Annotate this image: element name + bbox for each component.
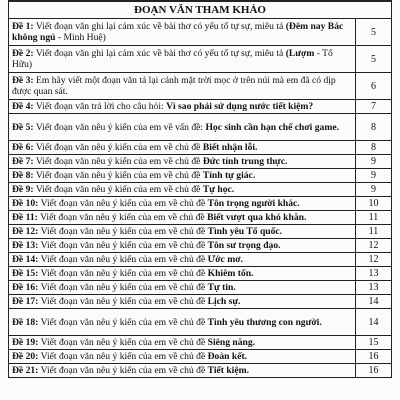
table-row — [9, 225, 392, 239]
entry-title — [9, 19, 356, 46]
entry-emphasis: Đoàn kết. — [207, 351, 248, 362]
entry-label: Đề 2: — [12, 48, 34, 59]
entry-text: Viết đoạn văn nêu ý kiến của em về chủ đề — [40, 240, 208, 251]
entry-text: Viết đoạn văn nêu ý kiến của em về chủ đề — [35, 184, 203, 195]
entry-title — [9, 141, 356, 155]
entry-text: Viết đoạn văn nêu ý kiến của em về chủ đề — [35, 156, 203, 167]
entry-text: Viết đoạn văn nêu ý kiến của em về chủ đề — [35, 142, 203, 153]
entry-label: Đề 16: — [12, 282, 39, 293]
table-row — [9, 19, 392, 46]
entry-text: Viết đoạn văn nêu ý kiến của em về chủ đề — [40, 365, 208, 376]
table-row — [9, 141, 392, 155]
page-number: 8 — [356, 141, 392, 155]
page-number: 14 — [356, 295, 392, 309]
page-number: 13 — [356, 267, 392, 281]
table-row — [9, 350, 392, 364]
entry-label: Đề 11: — [12, 212, 38, 223]
entry-text: Viết đoạn văn nêu ý kiến của em về chủ đề — [40, 198, 208, 209]
entry-emphasis: Lịch sự. — [207, 296, 241, 307]
entry-emphasis: (Lượm — [285, 48, 315, 59]
entry-emphasis: Tự tin. — [207, 282, 236, 293]
entry-emphasis: Tình yêu Tổ quốc. — [207, 226, 283, 237]
entry-emphasis: Ước mơ. — [207, 254, 243, 265]
table-row — [9, 183, 392, 197]
entry-text: Viết đoạn văn ghi lại cảm xúc về bài thơ có yếu tố tự sự, miêu tả — [35, 48, 286, 59]
entry-label: Đề 19: — [12, 337, 39, 348]
entry-label: Đề 4: — [12, 101, 34, 112]
page-number: 16 — [356, 364, 392, 378]
entry-title — [9, 100, 356, 114]
entry-text: Viết đoạn văn nêu ý kiến của em về vấn đề: — [35, 121, 206, 133]
entry-text: Em hãy viết một đoạn văn tả lại cảnh mặt trời mọc ở trên núi mà em đã có dịp được quan sát. — [12, 75, 336, 97]
entry-title — [9, 169, 356, 183]
entry-emphasis: Đức tính trung thực. — [202, 156, 288, 167]
entry-title — [9, 155, 356, 169]
entry-label: Đề 17: — [12, 296, 39, 307]
entry-label: Đề 1: — [12, 21, 34, 32]
entry-text: Viết đoạn văn nêu ý kiến của em về chủ đề — [40, 351, 208, 362]
table-row — [9, 197, 392, 211]
table-row — [9, 100, 392, 114]
entry-title — [9, 114, 356, 141]
entry-text: Viết đoạn văn nêu ý kiến của em về chủ đề — [40, 282, 208, 293]
page-number: 9 — [356, 183, 392, 197]
page-number: 10 — [356, 197, 392, 211]
entry-label: Đề 10: — [12, 198, 39, 209]
page-number: 5 — [356, 46, 392, 73]
entry-title — [9, 197, 356, 211]
entry-emphasis: Biết vượt qua khó khăn. — [207, 212, 307, 223]
entry-text: Viết đoạn văn nêu ý kiến của em về chủ đề — [40, 337, 208, 348]
entry-text: Viết đoạn văn nêu ý kiến của em về chủ đề — [40, 268, 208, 279]
page-number: 7 — [356, 100, 392, 114]
entry-label: Đề 5: — [12, 121, 34, 133]
entry-text: Viết đoạn văn nêu ý kiến của em về chủ đề — [35, 170, 203, 181]
page-number: 9 — [356, 169, 392, 183]
table-header-row — [9, 1, 392, 19]
page-number: 9 — [356, 155, 392, 169]
entry-emphasis: Tình yêu thương con người. — [207, 316, 322, 328]
entry-text: Viết đoạn văn trả lời cho câu hỏi: — [35, 101, 167, 112]
entry-label: Đề 8: — [12, 170, 34, 181]
table-row — [9, 253, 392, 267]
page-number: 8 — [356, 114, 392, 141]
entry-title — [9, 46, 356, 73]
page-number: 15 — [356, 336, 392, 350]
entry-text: Viết đoạn văn nêu ý kiến của em về chủ đề — [40, 296, 208, 307]
entry-emphasis: Khiêm tốn. — [207, 268, 254, 279]
page-number: 13 — [356, 281, 392, 295]
table-row — [9, 239, 392, 253]
entry-label: Đề 14: — [12, 254, 39, 265]
table-heading: ĐOẠN VĂN THAM KHẢO — [9, 1, 392, 19]
entry-label: Đề 12: — [12, 226, 39, 237]
entry-label: Đề 9: — [12, 184, 34, 195]
entry-emphasis: Vì sao phải sử dụng nước tiết kiệm? — [166, 101, 314, 112]
entry-emphasis: Học sinh cần hạn chế chơi game. — [205, 121, 339, 133]
page-number: 12 — [356, 239, 392, 253]
entry-label: Đề 20: — [12, 351, 39, 362]
entry-text: Viết đoạn văn nêu ý kiến của em về chủ đề — [40, 212, 208, 223]
entry-text: Viết đoạn văn nêu ý kiến của em về chủ đề — [40, 226, 208, 237]
entry-label: Đề 3: — [12, 75, 34, 86]
entry-tail: - Tố Hữu) — [12, 48, 333, 70]
entry-label: Đề 18: — [12, 316, 39, 328]
entry-emphasis: Tính tự giác. — [202, 170, 256, 181]
entry-emphasis: (Đêm nay Bác không ngủ — [12, 21, 344, 43]
entry-label: Đề 21: — [12, 365, 39, 376]
table-row — [9, 309, 392, 336]
entry-label: Đề 13: — [12, 240, 39, 251]
entry-title — [9, 239, 356, 253]
entry-label: Đề 6: — [12, 142, 34, 153]
table-row — [9, 169, 392, 183]
entry-title — [9, 364, 356, 378]
page-number: 11 — [356, 225, 392, 239]
table-row — [9, 155, 392, 169]
entry-title — [9, 225, 356, 239]
table-body — [9, 19, 392, 378]
entry-emphasis: Tự học. — [202, 184, 235, 195]
table-row — [9, 336, 392, 350]
table-row — [9, 114, 392, 141]
entry-title — [9, 295, 356, 309]
table-row — [9, 364, 392, 378]
entry-title — [9, 267, 356, 281]
entry-emphasis: Tiết kiệm. — [207, 365, 250, 376]
entry-text: Viết đoạn văn nêu ý kiến của em về chủ đề — [40, 254, 208, 265]
entry-emphasis: Tôn sư trọng đạo. — [207, 240, 281, 251]
entry-emphasis: Siêng năng. — [207, 337, 256, 348]
entry-title — [9, 211, 356, 225]
page-number: 14 — [356, 309, 392, 336]
entry-title — [9, 253, 356, 267]
entry-emphasis: Tôn trọng người khác. — [207, 198, 300, 209]
page-number: 5 — [356, 19, 392, 46]
table-row — [9, 46, 392, 73]
table-row — [9, 281, 392, 295]
table-row — [9, 267, 392, 281]
table-row — [9, 295, 392, 309]
entry-text: Viết đoạn văn ghi lại cảm xúc về bài thơ có yếu tố tự sự, miêu tả — [35, 21, 286, 32]
entry-emphasis: Biết nhận lỗi. — [202, 142, 258, 153]
entry-title — [9, 281, 356, 295]
table-row — [9, 211, 392, 225]
entry-title — [9, 73, 356, 100]
entry-title — [9, 309, 356, 336]
page-number: 12 — [356, 253, 392, 267]
entry-label: Đề 15: — [12, 268, 39, 279]
table-row — [9, 73, 392, 100]
entry-tail: - Minh Huệ) — [55, 32, 106, 43]
reference-essays-table — [8, 0, 392, 378]
page-number: 16 — [356, 350, 392, 364]
entry-label: Đề 7: — [12, 156, 34, 167]
page-number: 11 — [356, 211, 392, 225]
page-number: 6 — [356, 73, 392, 100]
entry-text: Viết đoạn văn nêu ý kiến của em về chủ đề — [40, 316, 208, 328]
entry-title — [9, 336, 356, 350]
entry-title — [9, 350, 356, 364]
entry-title — [9, 183, 356, 197]
